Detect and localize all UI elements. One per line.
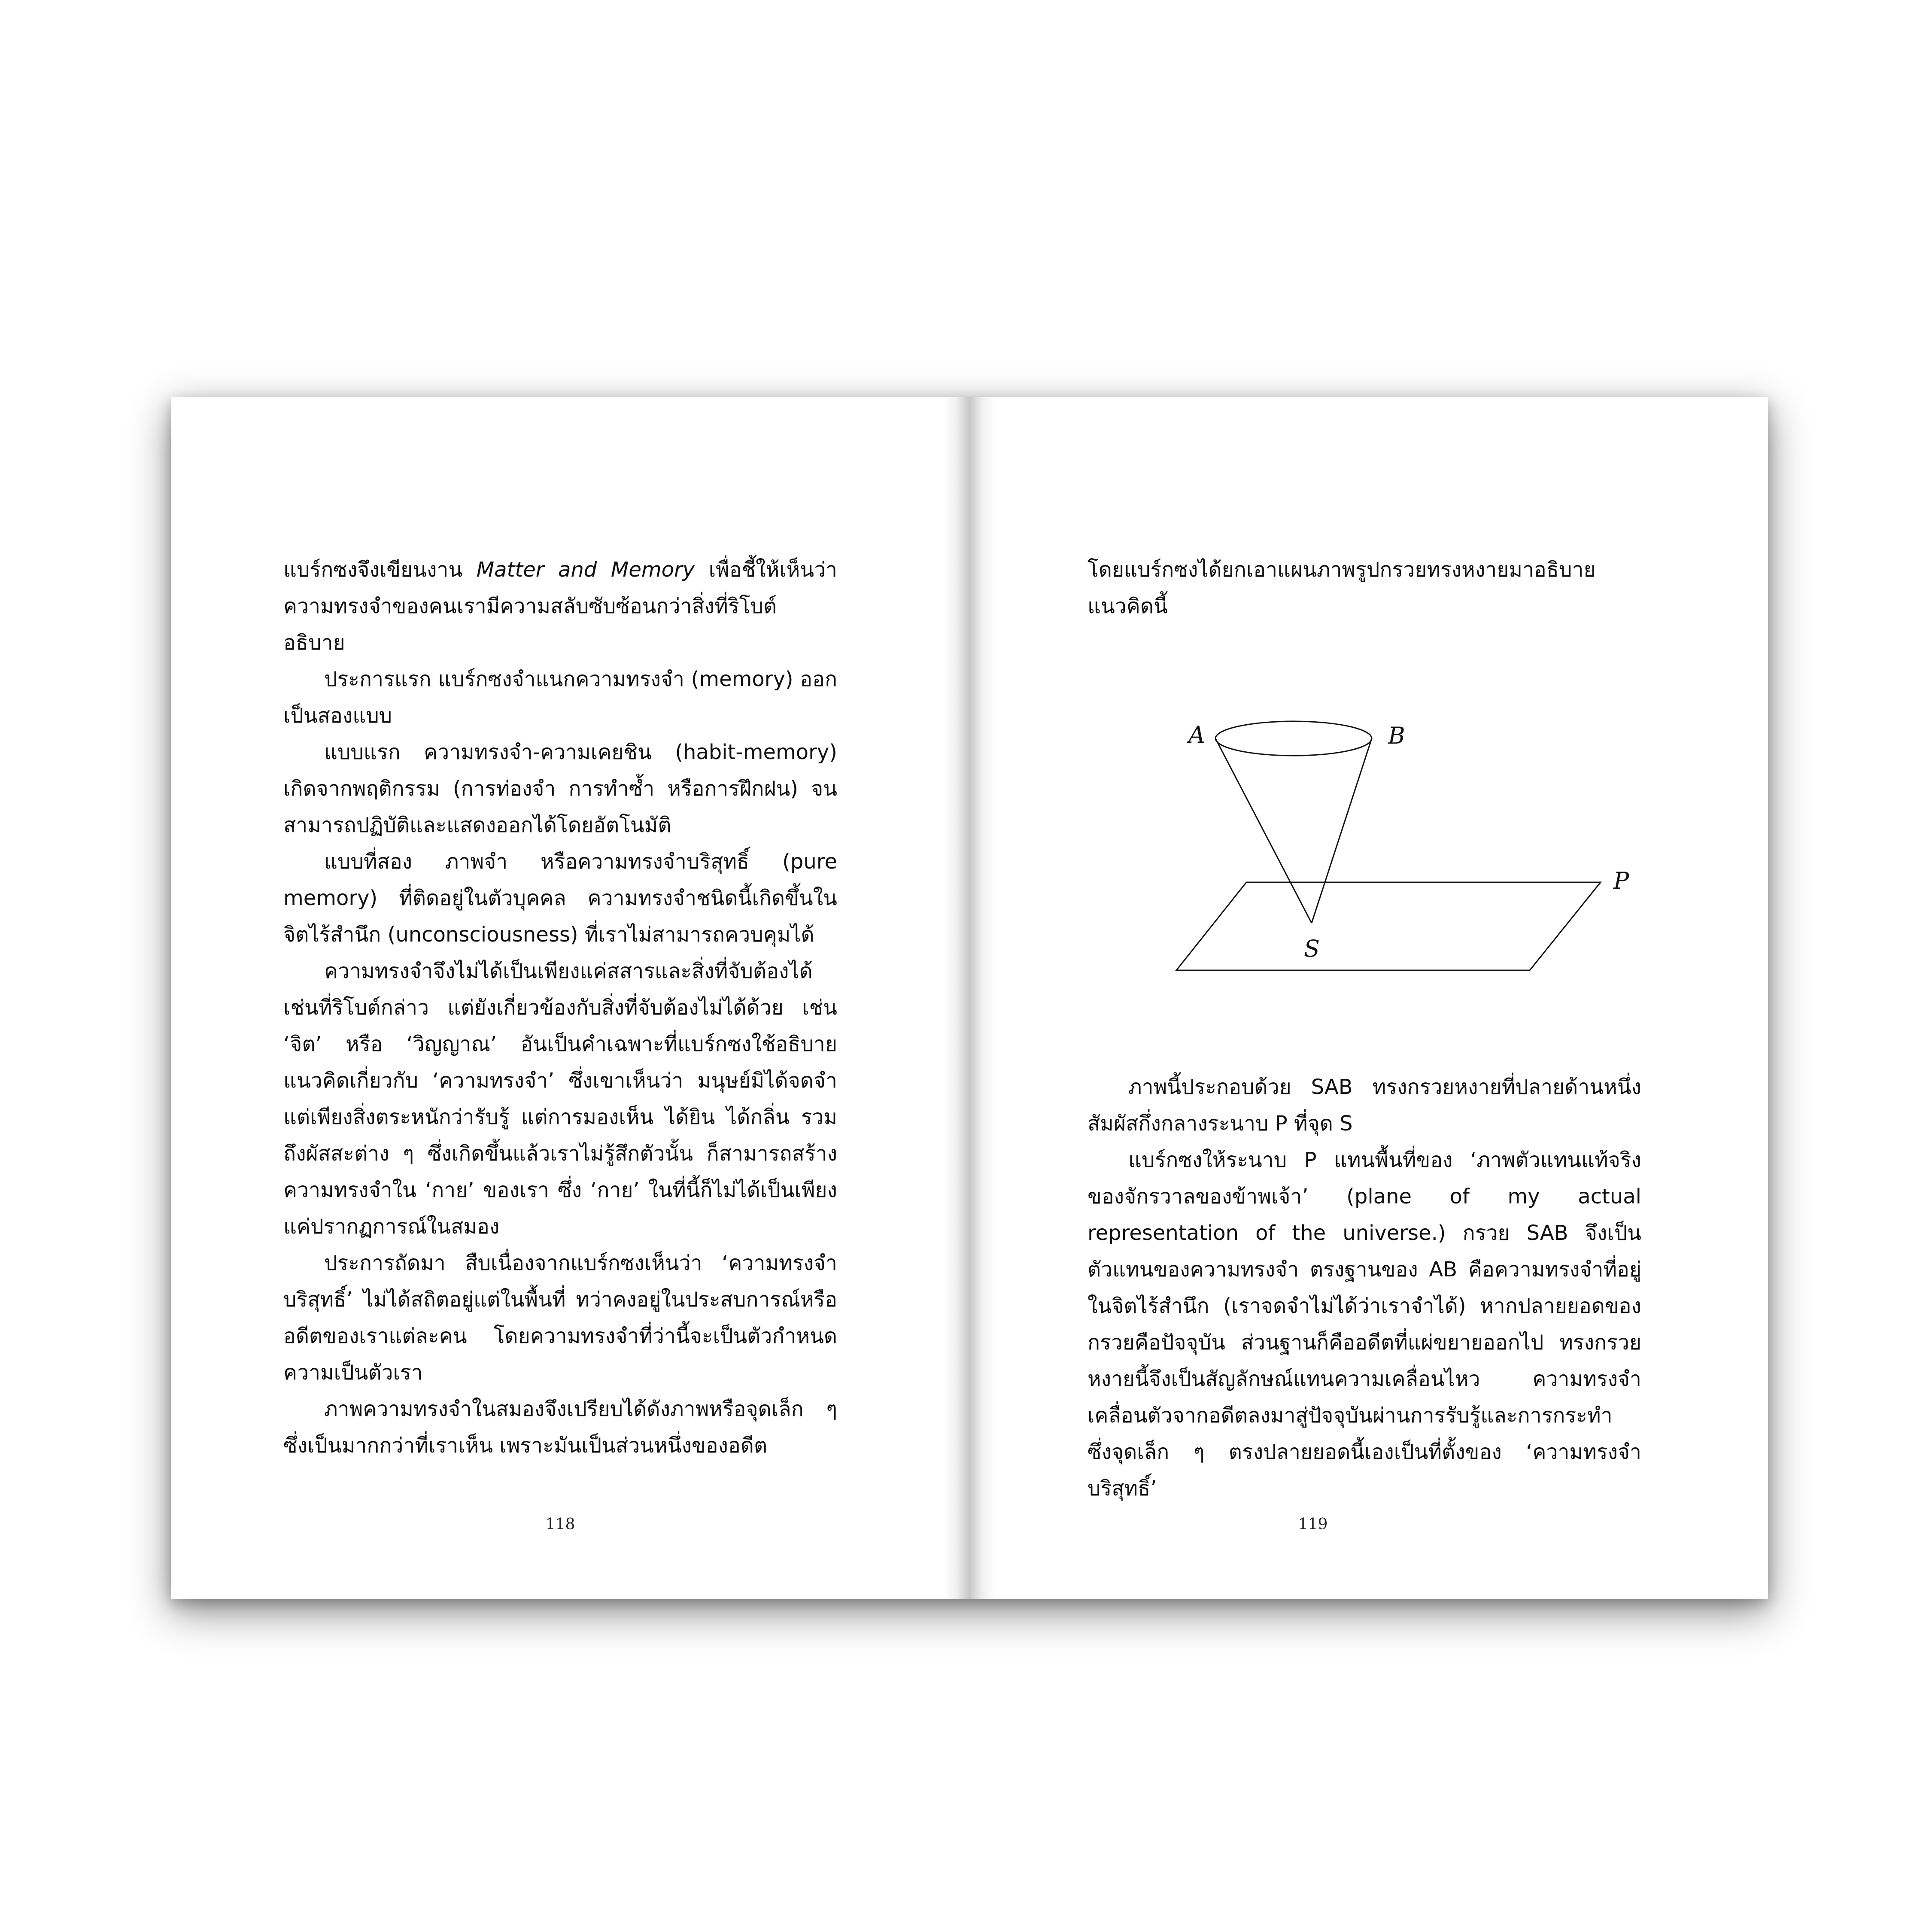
cone-base-ellipse [1215,721,1372,756]
label-a: A [1188,721,1205,748]
paragraph: ประการแรก แบร์กซงจำแนกความทรงจำ (memory) ออกเป็นสองแบบ [283,667,837,728]
cone-diagram [1079,661,1629,987]
right-page-intro [1088,552,1641,625]
label-b: B [1388,722,1405,749]
paragraph-text: แบร์กซงจึงเขียนงาน [283,558,477,582]
paragraph: ประการถัดมา สืบเนื่องจากแบร์กซงเห็นว่า ‘ความทรงจำบริสุทธิ์’ ไม่ได้สถิตอยู่แต่ในพื้นที่ ทว่าคงอยู่ในประสบการณ์หรืออดีตของเราแต่ละคน โดยความทรงจำที่ว่านี้จะเป็นตัวกำหนดความเป็นตัวเรา [283,1251,837,1385]
cone-edge-left [1215,738,1312,923]
paragraph: ภาพความทรงจำในสมองจึงเปรียบได้ดังภาพหรือจุดเล็ก ๆ ซึ่งเป็นมากกว่าที่เราเห็น เพราะมันเป็นส่วนหนึ่งของอดีต [283,1397,837,1458]
label-s: S [1304,935,1320,962]
plane-parallelogram [1176,882,1601,970]
page-number: 119 [1298,1516,1328,1533]
right-page-text [1088,1069,1641,1507]
paragraph: แบร์กซงให้ระนาบ P แทนพื้นที่ของ ‘ภาพตัวแทนแท้จริงของจักรวาลของข้าพเจ้า’ (plane of my actual representation of the universe.) กรวย SAB จึงเป็นตัวแทนของความทรงจำ ตรงฐานของ AB คือความทรงจำที่อยู่ในจิตไร้สำนึก (เราจดจำไม่ได้ว่าเราจำได้) หากปลายยอดของกรวยคือปัจจุบัน ส่วนฐานก็คืออดีตที่แผ่ขยายออกไป ทรงกรวยหงายนี้จึงเป็นสัญลักษณ์แทนความเคลื่อนไหว ความทรงจำเคลื่อนตัวจากอดีตลงมาสู่ปัจจุบันผ่านการรับรู้และการกระทำ ซึ่งจุดเล็ก ๆ ตรงปลายยอดนี้เองเป็นที่ตั้งของ ‘ความทรงจำบริสุทธิ์’ [1088,1148,1641,1501]
paragraph: ภาพนี้ประกอบด้วย SAB ทรงกรวยหงายที่ปลายด้านหนึ่งสัมผัสกึ่งกลางระนาบ P ที่จุด S [1088,1075,1641,1136]
page-number: 118 [545,1516,575,1533]
paragraph: โดยแบร์กซงได้ยกเอาแผนภาพรูปกรวยทรงหงายมาอธิบายแนวคิดนี้ [1088,558,1596,618]
paragraph: แบบที่สอง ภาพจำ หรือความทรงจำบริสุทธิ์ (pure memory) ที่ติดอยู่ในตัวบุคคล ความทรงจำชนิดนี้เกิดขึ้นในจิตไร้สำนึก (unconsciousness) ที่เราไม่สามารถควบคุมได้ [283,850,837,947]
left-page [171,397,969,1599]
label-p: P [1613,867,1629,894]
open-book [171,397,1768,1599]
paragraph [283,552,837,661]
paragraph-text: เพื่อชี้ให้เห็นว่า ความทรงจำของคนเรามีความสลับซับซ้อนกว่าสิ่งที่ริโบต์อธิบาย [283,558,837,655]
left-page-text [283,552,837,1464]
cone-edge-right [1312,738,1372,923]
right-page [969,397,1768,1599]
paragraph: แบบแรก ความทรงจำ-ความเคยชิน (habit-memory) เกิดจากพฤติกรรม (การท่องจำ การทำซ้ำ หรือการฝึกฝน) จนสามารถปฏิบัติและแสดงออกได้โดยอัตโนมัติ [283,740,837,837]
paragraph: ความทรงจำจึงไม่ได้เป็นเพียงแค่สสารและสิ่งที่จับต้องได้เช่นที่ริโบต์กล่าว แต่ยังเกี่ยวข้องกับสิ่งที่จับต้องไม่ได้ด้วย เช่น ‘จิต’ หรือ ‘วิญญาณ’ อันเป็นคำเฉพาะที่แบร์กซงใช้อธิบายแนวคิดเกี่ยวกับ ‘ความทรงจำ’ ซึ่งเขาเห็นว่า มนุษย์มิได้จดจำแต่เพียงสิ่งตระหนักว่ารับรู้ แต่การมองเห็น ได้ยิน ได้กลิ่น รวมถึงผัสสะต่าง ๆ ซึ่งเกิดขึ้นแล้วเราไม่รู้สึกตัวนั้น ก็สามารถสร้างความทรงจำใน ‘กาย’ ของเรา ซึ่ง ‘กาย’ ในที่นี้ก็ไม่ได้เป็นเพียงแค่ปรากฏการณ์ในสมอง [283,959,837,1239]
book-title: Matter and Memory [476,558,695,582]
